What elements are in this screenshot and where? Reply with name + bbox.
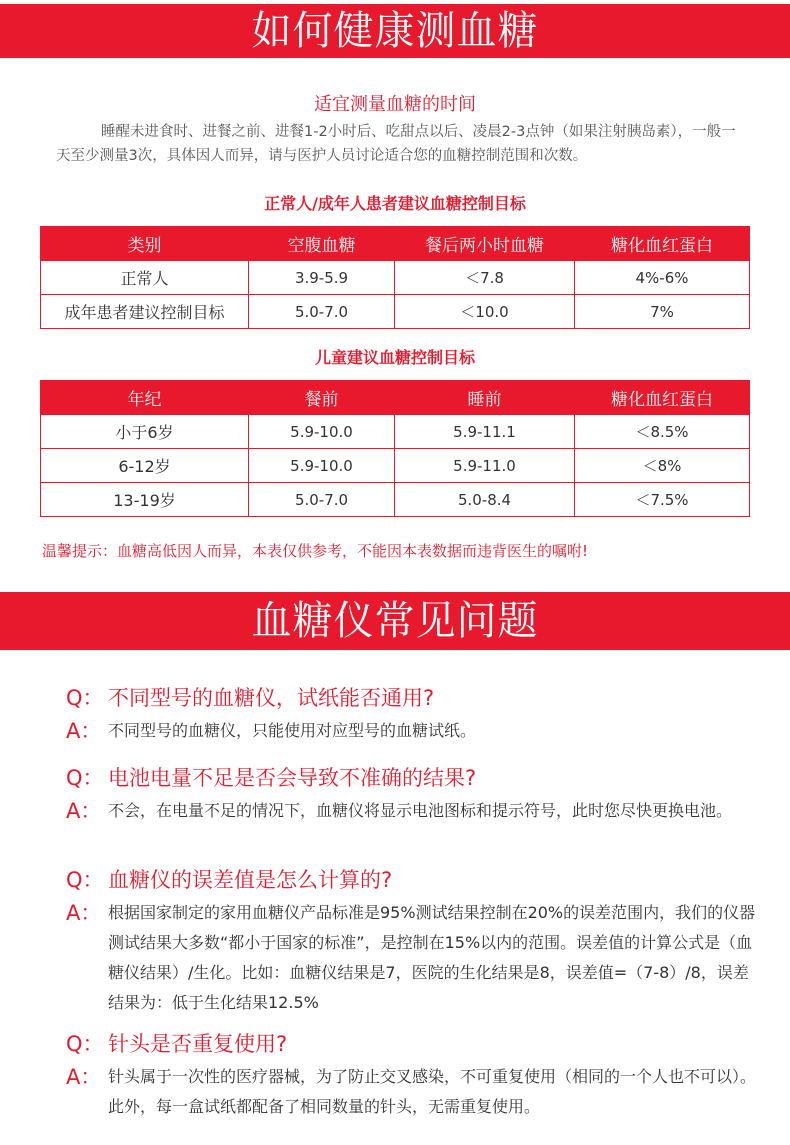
warm-tip: 温馨提示：血糖高低因人而异，本表仅供参考，不能因本表数据而违背医生的嘱咐! <box>42 542 589 560</box>
question-marker: Q： <box>66 766 104 790</box>
faq-answer <box>66 898 766 1018</box>
table-cell: 5.9-10.0 <box>249 415 395 449</box>
adult-target-table <box>40 226 750 329</box>
question-text: 不同型号的血糖仪，试纸能否通用? <box>108 686 435 710</box>
table-cell: ＜8.5% <box>575 415 750 449</box>
faq-answer <box>66 716 766 746</box>
table-header-row <box>41 381 750 415</box>
answer-marker: A： <box>66 901 102 925</box>
answer-text: 不同型号的血糖仪，只能使用对应型号的血糖试纸。 <box>108 721 477 740</box>
faq-question <box>66 1028 766 1060</box>
table-cell: 5.9-11.1 <box>395 415 575 449</box>
answer-marker: A： <box>66 1065 102 1089</box>
answer-text: 根据国家制定的家用血糖仪产品标准是95%测试结果控制在20%的误差范围内，我们的仪器测试结果大多数“都小于国家的标准”，是控制在15%以内的范围。误差值的计算公式是（血糖仪结果）/生化。比如：血糖仪结果是7，医院的生化结果是8，误差值=（7-8）/8，误差结果为：低于生化结果12.5% <box>108 903 756 1012</box>
header-pre-meal: 餐前 <box>249 381 395 415</box>
faq-answer <box>66 796 766 826</box>
header-hba1c: 糖化血红蛋白 <box>575 381 750 415</box>
faq-item <box>66 682 766 746</box>
adult-target-title: 正常人/成年人患者建议血糖控制目标 <box>264 194 526 213</box>
table-row <box>41 295 750 329</box>
faq-item <box>66 864 766 1018</box>
table-cell: 5.0-7.0 <box>249 483 395 517</box>
faq-answer <box>66 1062 766 1122</box>
question-marker: Q： <box>66 686 104 710</box>
answer-marker: A： <box>66 719 102 743</box>
question-text: 电池电量不足是否会导致不准确的结果? <box>108 766 477 790</box>
table-cell: ＜10.0 <box>395 295 575 329</box>
table-cell: 6-12岁 <box>41 449 249 483</box>
table-cell: 5.0-7.0 <box>249 295 395 329</box>
faq-question <box>66 864 766 896</box>
table-cell: 5.0-8.4 <box>395 483 575 517</box>
child-target-title: 儿童建议血糖控制目标 <box>314 348 475 367</box>
answer-text: 针头属于一次性的医疗器械，为了防止交叉感染，不可重复使用（相同的一个人也不可以）。此外，每一盒试纸都配备了相同数量的针头，无需重复使用。 <box>108 1067 757 1116</box>
table-row <box>41 261 750 295</box>
table-cell: 3.9-5.9 <box>249 261 395 295</box>
question-text: 血糖仪的误差值是怎么计算的? <box>108 868 393 892</box>
table-row <box>41 483 750 517</box>
table-cell: 成年患者建议控制目标 <box>41 295 249 329</box>
faq-item <box>66 1028 766 1122</box>
child-target-table <box>40 380 750 517</box>
table-cell: ＜7.5% <box>575 483 750 517</box>
table-cell: 5.9-11.0 <box>395 449 575 483</box>
table-cell: ＜8% <box>575 449 750 483</box>
suitable-time-text: 睡醒未进食时、进餐之前、进餐1-2小时后、吃甜点以后、凌晨2-3点钟（如果注射胰岛素），一般一天至少测量3次，具体因人而异，请与医护人员讨论适合您的血糖控制范围和次数。 <box>56 124 736 164</box>
answer-text: 不会，在电量不足的情况下，血糖仪将显示电池图标和提示符号，此时您尽快更换电池。 <box>108 801 733 820</box>
header-fasting: 空腹血糖 <box>249 227 395 261</box>
question-text: 针头是否重复使用? <box>108 1032 288 1056</box>
answer-marker: A： <box>66 799 102 823</box>
suitable-time-title: 适宜测量血糖的时间 <box>314 94 476 115</box>
table-row <box>41 449 750 483</box>
table-header-row <box>41 227 750 261</box>
table-cell: 4%-6% <box>575 261 750 295</box>
header-hba1c: 糖化血红蛋白 <box>575 227 750 261</box>
table-cell: 小于6岁 <box>41 415 249 449</box>
question-marker: Q： <box>66 868 104 892</box>
header-bedtime: 睡前 <box>395 381 575 415</box>
table-cell: 正常人 <box>41 261 249 295</box>
table-cell: 5.9-10.0 <box>249 449 395 483</box>
table-row <box>41 415 750 449</box>
table-cell: ＜7.8 <box>395 261 575 295</box>
title-banner-faq: 血糖仪常见问题 <box>0 592 790 650</box>
faq-question <box>66 682 766 714</box>
faq-item <box>66 762 766 826</box>
header-post-meal: 餐后两小时血糖 <box>395 227 575 261</box>
title-banner-how-to-test: 如何健康测血糖 <box>0 4 790 58</box>
faq-question <box>66 762 766 794</box>
table-cell: 13-19岁 <box>41 483 249 517</box>
table-cell: 7% <box>575 295 750 329</box>
header-category: 类别 <box>41 227 249 261</box>
question-marker: Q： <box>66 1032 104 1056</box>
header-age: 年纪 <box>41 381 249 415</box>
